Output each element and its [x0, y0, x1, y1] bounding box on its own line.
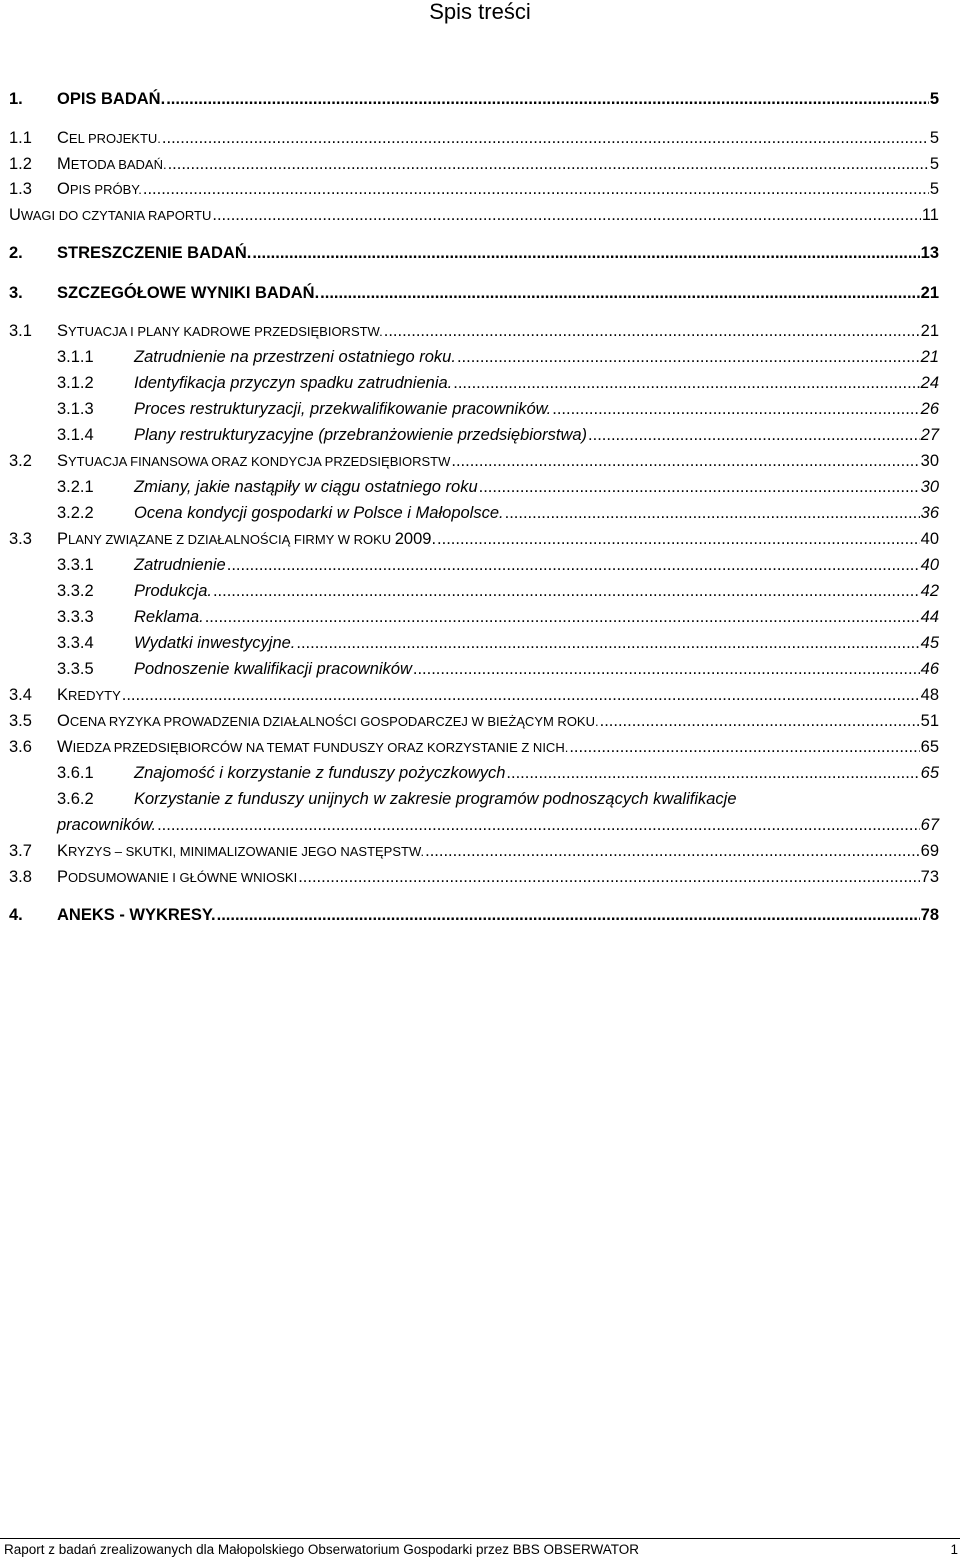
dot-leader [143, 178, 929, 200]
toc-page: 46 [920, 660, 939, 678]
toc-page: 24 [920, 374, 939, 392]
toc-entry-3-6[interactable] [9, 736, 939, 758]
toc-page: 40 [920, 530, 939, 548]
toc-title: SYTUACJA I PLANY KADROWE PRZEDSIĘBIORSTW. [57, 322, 383, 340]
toc-title: SZCZEGÓŁOWE WYNIKI BADAŃ. [57, 284, 320, 302]
toc-page: 36 [920, 504, 939, 522]
toc-entry-4[interactable] [9, 904, 939, 926]
toc-page: 11 [921, 206, 939, 224]
toc-title: Identyfikacja przyczyn spadku zatrudnienia. [134, 374, 453, 392]
toc-number: 3.2.2 [57, 504, 94, 522]
toc-number: 3.5 [9, 712, 32, 730]
toc-title: STRESZCZENIE BADAŃ. [57, 244, 252, 262]
toc-number: 3.6.2 [57, 790, 94, 808]
toc-page: 78 [920, 906, 939, 924]
dot-leader [384, 320, 920, 342]
dot-leader [227, 554, 920, 576]
toc-number: 3.3.5 [57, 660, 94, 678]
toc-entry-3-5[interactable] [9, 710, 939, 732]
toc-title: PLANY ZWIĄZANE Z DZIAŁALNOŚCIĄ FIRMY W ROKU 2009. [57, 530, 437, 548]
dot-leader [212, 204, 920, 226]
toc-page: 69 [920, 842, 939, 860]
toc-page: 65 [920, 738, 939, 756]
toc-title: PODSUMOWANIE I GŁÓWNE WNIOSKI [57, 868, 298, 886]
toc-number: 3.3.3 [57, 608, 94, 626]
toc-entry-3-3-4[interactable] [57, 632, 939, 654]
toc-entry-1-1[interactable] [9, 127, 939, 149]
dot-leader [320, 282, 919, 304]
dot-leader [569, 736, 919, 758]
toc-title: KRYZYS – SKUTKI, MINIMALIZOWANIE JEGO NASTĘPSTW. [57, 842, 425, 860]
toc-page: 44 [920, 608, 939, 626]
toc-entry-3-3-1[interactable] [57, 554, 939, 576]
toc-entry-1-2[interactable] [9, 153, 939, 175]
dot-leader [552, 398, 919, 420]
toc-entry-3-8[interactable] [9, 866, 939, 888]
toc-number: 3.8 [9, 868, 32, 886]
toc-number: 3.1 [9, 322, 32, 340]
toc-title: OPIS BADAŃ. [57, 90, 166, 108]
toc-entry-3-1-1[interactable] [57, 346, 939, 368]
toc-title: UWAGI DO CZYTANIA RAPORTU [9, 206, 212, 224]
toc-number: 3.1.3 [57, 400, 94, 418]
toc-entry-3-4[interactable] [9, 684, 939, 706]
dot-leader [205, 606, 920, 628]
dot-leader [479, 476, 920, 498]
dot-leader [457, 346, 920, 368]
toc-page: 42 [920, 582, 939, 600]
toc-number: 3. [9, 284, 23, 302]
toc-title: Zmiany, jakie nastąpiły w ciągu ostatniego roku [134, 478, 478, 496]
toc-page: 5 [929, 155, 939, 173]
toc-title: METODA BADAŃ. [57, 155, 167, 173]
page-number: 1 [950, 1542, 958, 1557]
dot-leader [157, 814, 920, 836]
toc-entry-3-3-3[interactable] [57, 606, 939, 628]
dot-leader [252, 242, 919, 264]
toc-title: Zatrudnienie na przestrzeni ostatniego roku. [134, 348, 456, 366]
toc-number: 3.2 [9, 452, 32, 470]
dot-leader [217, 904, 920, 926]
toc-title: SYTUACJA FINANSOWA ORAZ KONDYCJA PRZEDSIĘBIORSTW [57, 452, 451, 470]
toc-page: 5 [929, 90, 939, 108]
dot-leader [425, 840, 920, 862]
toc-number: 3.2.1 [57, 478, 94, 496]
toc-number: 3.3.1 [57, 556, 94, 574]
toc-title: CEL PROJEKTU. [57, 129, 161, 147]
toc-entry-3-6-2[interactable] [57, 788, 939, 810]
toc-entry-3-1-2[interactable] [57, 372, 939, 394]
toc-number: 1.1 [9, 129, 32, 147]
toc-title: OPIS PRÓBY. [57, 180, 142, 198]
dot-leader [213, 580, 920, 602]
toc-page: 45 [920, 634, 939, 652]
toc-entry-3[interactable] [9, 282, 939, 304]
dot-leader [122, 684, 920, 706]
toc-number: 1.2 [9, 155, 32, 173]
footer-divider [0, 1538, 960, 1539]
toc-number: 3.1.1 [57, 348, 94, 366]
toc-entry-3-1[interactable] [9, 320, 939, 342]
toc-number: 3.3.2 [57, 582, 94, 600]
toc-entry-3-7[interactable] [9, 840, 939, 862]
toc-page: 5 [929, 129, 939, 147]
toc-page: 40 [920, 556, 939, 574]
toc-title: Proces restrukturyzacji, przekwalifikowanie pracowników. [134, 400, 552, 418]
toc-page: 5 [929, 180, 939, 198]
toc-entry-3-6-2-cont[interactable] [57, 814, 939, 836]
toc-number: 3.1.4 [57, 426, 94, 444]
footer-text: Raport z badań zrealizowanych dla Małopolskiego Obserwatorium Gospodarki przez BBS OBSERWATOR [4, 1542, 640, 1557]
dot-leader [451, 450, 919, 472]
toc-page: 30 [920, 478, 939, 496]
toc-entry-3-2-2[interactable] [57, 502, 939, 524]
toc-entry-3-2-1[interactable] [57, 476, 939, 498]
toc-title: WIEDZA PRZEDSIĘBIORCÓW NA TEMAT FUNDUSZY ORAZ KORZYSTANIE Z NICH. [57, 738, 569, 756]
toc-number: 3.4 [9, 686, 32, 704]
toc-entry-3-3-5[interactable] [57, 658, 939, 680]
toc-entry-2[interactable] [9, 242, 939, 264]
toc-number: 3.6 [9, 738, 32, 756]
dot-leader [296, 632, 919, 654]
toc-page: 51 [920, 712, 939, 730]
toc-entry-3-2[interactable] [9, 450, 939, 472]
dot-leader [168, 153, 929, 175]
toc-page: 21 [920, 348, 939, 366]
toc-entry-3-3-2[interactable] [57, 580, 939, 602]
toc-page: 21 [920, 322, 939, 340]
toc-page: 30 [920, 452, 939, 470]
page-footer [4, 1542, 958, 1558]
toc-title: Reklama. [134, 608, 204, 626]
toc-page: 13 [920, 244, 939, 262]
toc-entry-3-1-4[interactable] [57, 424, 939, 446]
toc-page: 21 [920, 284, 939, 302]
toc-title-continued: pracowników. [57, 816, 157, 834]
toc-title: Plany restrukturyzacyjne (przebranżowienie przedsiębiorstwa) [134, 426, 588, 444]
toc-number: 3.1.2 [57, 374, 94, 392]
toc-title: KREDYTY [57, 686, 121, 704]
toc-title: OCENA RYZYKA PROWADZENIA DZIAŁALNOŚCI GOSPODARCZEJ W BIEŻĄCYM ROKU. [57, 712, 599, 730]
toc-page: 67 [920, 816, 939, 834]
dot-leader [453, 372, 919, 394]
dot-leader [505, 502, 920, 524]
toc-entry-3-1-3[interactable] [57, 398, 939, 420]
dot-leader [162, 127, 929, 149]
toc-page: 27 [920, 426, 939, 444]
toc-entry-3-6-1[interactable] [57, 762, 939, 784]
toc-page: 26 [920, 400, 939, 418]
toc-entry-1-3[interactable] [9, 178, 939, 200]
toc-title: Wydatki inwestycyjne. [134, 634, 296, 652]
toc-title: Ocena kondycji gospodarki w Polsce i Małopolsce. [134, 504, 504, 522]
toc-number: 3.7 [9, 842, 32, 860]
toc-title: Znajomość i korzystanie z funduszy pożyczkowych [134, 764, 506, 782]
toc-number: 3.3 [9, 530, 32, 548]
toc-entry-1[interactable] [9, 88, 939, 110]
toc-title: Produkcja. [134, 582, 212, 600]
dot-leader [413, 658, 920, 680]
dot-leader [437, 528, 920, 550]
toc-number: 3.3.4 [57, 634, 94, 652]
toc-entry-3-3[interactable] [9, 528, 939, 550]
dot-leader [588, 424, 920, 446]
dot-leader [166, 88, 929, 110]
toc-page: 65 [920, 764, 939, 782]
toc-title: ANEKS - WYKRESY. [57, 906, 216, 924]
dot-leader [506, 762, 919, 784]
toc-title: Zatrudnienie [134, 556, 226, 574]
toc-entry-uwagi[interactable] [9, 204, 939, 226]
toc-page: 73 [920, 868, 939, 886]
toc-page: 48 [920, 686, 939, 704]
dot-leader [600, 710, 920, 732]
toc-number: 2. [9, 244, 23, 262]
toc-number: 1. [9, 90, 23, 108]
page-title: Spis treści [429, 0, 531, 24]
toc-number: 4. [9, 906, 23, 924]
dot-leader [298, 866, 919, 888]
toc-title: Podnoszenie kwalifikacji pracowników [134, 660, 412, 678]
toc-number: 3.6.1 [57, 764, 94, 782]
toc-title: Korzystanie z funduszy unijnych w zakresie programów podnoszących kwalifikacje [134, 790, 737, 808]
toc-number: 1.3 [9, 180, 32, 198]
